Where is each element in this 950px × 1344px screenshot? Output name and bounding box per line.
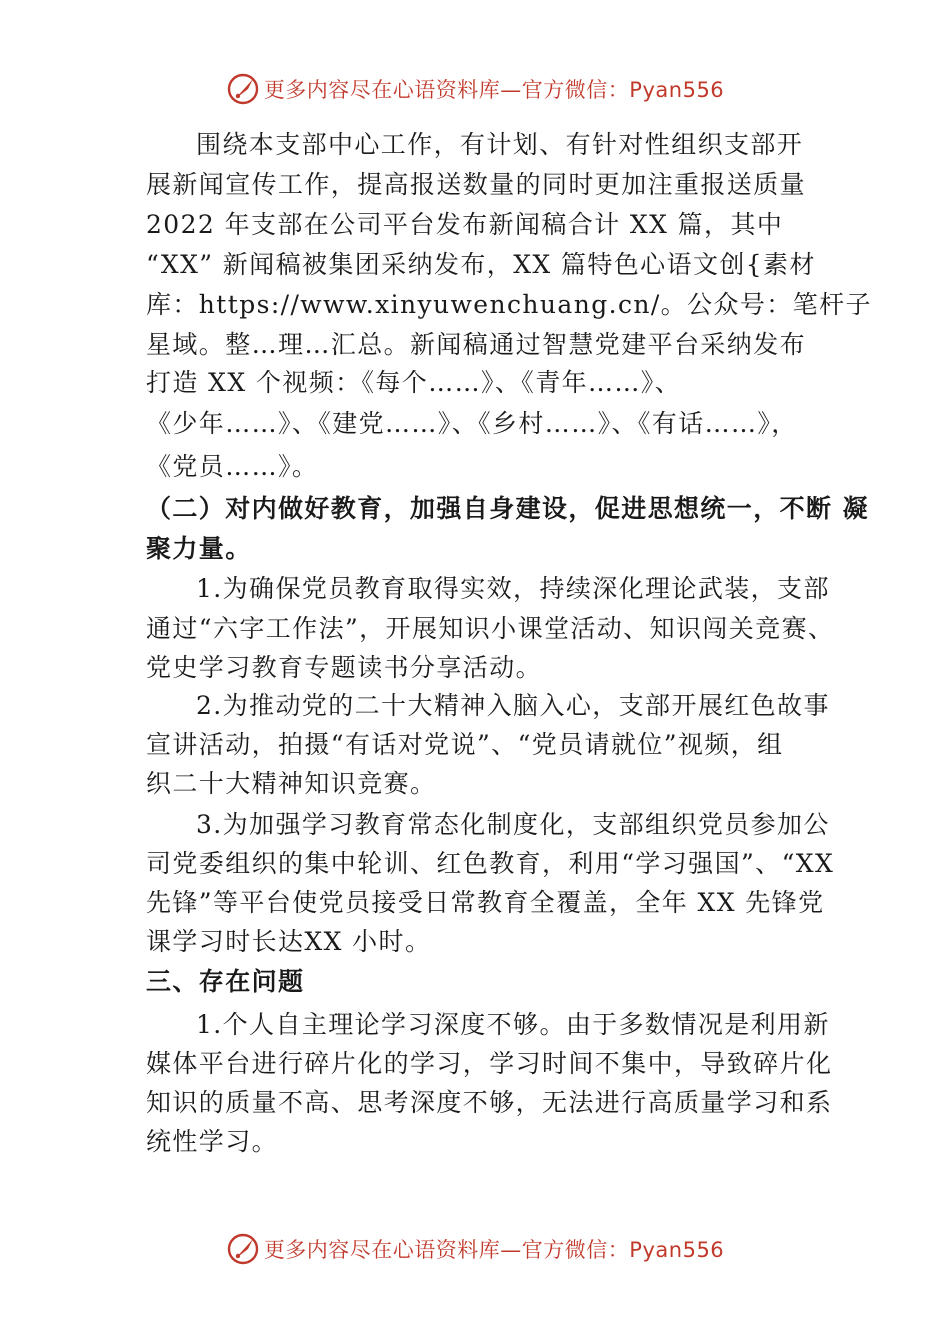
paragraph-line: 库：https://www.xinyuwenchuang.cn/。公众号：笔杆子 xyxy=(146,290,872,319)
paragraph-line: 司党委组织的集中轮训、红色教育，利用“学习强国”、“XX xyxy=(146,849,835,878)
watermark-header xyxy=(0,72,950,106)
paragraph-line: 织二十大精神知识竞赛。 xyxy=(146,769,437,798)
paragraph-line: 媒体平台进行碎片化的学习，学习时间不集中，导致碎片化 xyxy=(146,1049,833,1078)
paragraph-line: 3.为加强学习教育常态化制度化，支部组织党员参加公 xyxy=(196,810,830,839)
quill-logo-icon xyxy=(226,72,260,106)
paragraph-line: 1.个人自主理论学习深度不够。由于多数情况是利用新 xyxy=(196,1010,830,1039)
watermark-text: 更多内容尽在心语资料库—官方微信：Pyan556 xyxy=(263,78,725,102)
paragraph-line: 2022 年支部在公司平台发布新闻稿合计 XX 篇，其中 xyxy=(146,210,784,239)
section-heading: 三、存在问题 xyxy=(146,967,305,996)
paragraph-line: 围绕本支部中心工作，有计划、有针对性组织支部开 xyxy=(196,130,804,159)
watermark-footer xyxy=(0,1232,950,1266)
paragraph-line: 通过“六字工作法”，开展知识小课堂活动、知识闯关竞赛、 xyxy=(146,614,835,643)
paragraph-line: 展新闻宣传工作，提高报送数量的同时更加注重报送质量 xyxy=(146,170,807,199)
paragraph-line: 打造 XX 个视频：《每个……》、《青年……》、 xyxy=(146,368,682,397)
section-heading: 聚力量。 xyxy=(146,534,252,563)
paragraph-line: 统性学习。 xyxy=(146,1127,279,1156)
paragraph-line: 党史学习教育专题读书分享活动。 xyxy=(146,653,543,682)
paragraph-line: 《党员……》。 xyxy=(146,452,319,481)
paragraph-line: 1.为确保党员教育取得实效，持续深化理论武装，支部 xyxy=(196,574,830,603)
paragraph-line: 宣讲活动，拍摄“有话对党说”、“党员请就位”视频，组 xyxy=(146,730,784,759)
paragraph-line: 先锋”等平台使党员接受日常教育全覆盖，全年 XX 先锋党 xyxy=(146,888,825,917)
quill-logo-icon xyxy=(226,1232,260,1266)
paragraph-line: 2.为推动党的二十大精神入脑入心，支部开展红色故事 xyxy=(196,691,830,720)
paragraph-line: 课学习时长达XX 小时。 xyxy=(146,927,432,956)
paragraph-line: 知识的质量不高、思考深度不够，无法进行高质量学习和系 xyxy=(146,1088,833,1117)
watermark-text: 更多内容尽在心语资料库—官方微信：Pyan556 xyxy=(263,1238,725,1262)
section-heading: （二）对内做好教育，加强自身建设，促进思想统一，不断 凝 xyxy=(146,494,869,523)
paragraph-line: 星域。整…理…汇总。新闻稿通过智慧党建平台采纳发布 xyxy=(146,330,807,359)
paragraph-line: 《少年……》、《建党……》、《乡村……》、《有话……》， xyxy=(146,409,798,438)
paragraph-line: “XX” 新闻稿被集团采纳发布，XX 篇特色心语文创{素材 xyxy=(146,250,816,279)
